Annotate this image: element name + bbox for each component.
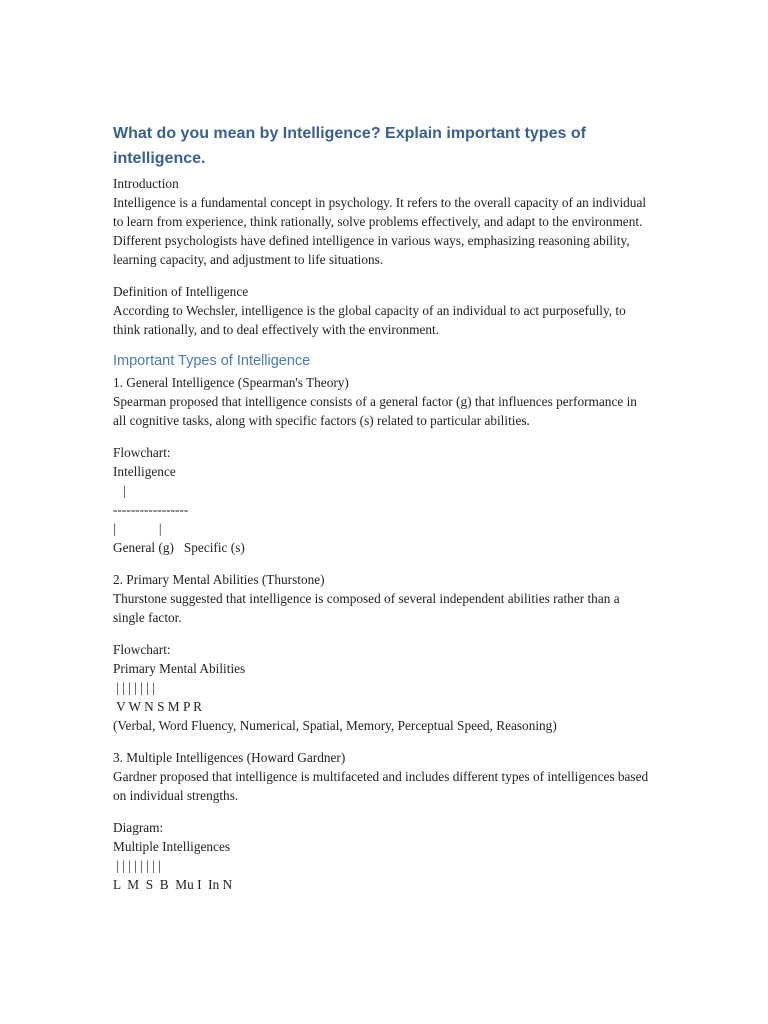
section2-flow-line: V W N S M P R (113, 699, 203, 714)
intro-paragraph: Intelligence is a fundamental concept in psychology. It refers to the overall capacity of an individual to learn from experience, think rationally, solve problems effectively, and adapt to the environment. Different psychologists have defined intelligence in various ways, emphasizing reasoning ability, learning capacity, and adjustment to life situations. (113, 195, 647, 267)
section2-flow-label: Flowchart: (113, 642, 171, 657)
section1-heading: 1. General Intelligence (Spearman's Theory) (113, 375, 349, 390)
section1-flow-line: ----------------- (113, 502, 189, 517)
section1-flow-line: General (g) Specific (s) (113, 540, 245, 555)
definition-paragraph: According to Wechsler, intelligence is the global capacity of an individual to act purposefully, to think rationally, and to deal effectively with the environment. (113, 303, 626, 337)
section3-diagram-label: Diagram: (113, 820, 164, 835)
section2-paragraph: Thurstone suggested that intelligence is composed of several independent abilities rather than a single factor. (113, 591, 620, 625)
types-heading: Important Types of Intelligence (113, 353, 311, 369)
section2-flow-line: | | | | | | | (113, 680, 155, 695)
section3-diagram-line: L M S B Mu I In N (113, 877, 233, 892)
section1-flow-label: Flowchart: (113, 445, 171, 460)
definition-heading: Definition of Intelligence (113, 284, 249, 299)
document-title: What do you mean by Intelligence? Explain important types of intelligence. (113, 125, 586, 167)
section3-diagram-line: Multiple Intelligences (113, 839, 231, 854)
section2-heading: 2. Primary Mental Abilities (Thurstone) (113, 572, 325, 587)
section3-diagram-line: | | | | | | | | (113, 858, 161, 873)
intro-heading: Introduction (113, 176, 179, 191)
document-body (113, 121, 653, 894)
section2-flow-line: (Verbal, Word Fluency, Numerical, Spatial, Memory, Perceptual Speed, Reasoning) (113, 718, 557, 733)
section1-paragraph: Spearman proposed that intelligence consists of a general factor (g) that influences performance in all cognitive tasks, along with specific factors (s) related to particular abilities. (113, 394, 637, 428)
section1-flow-line: | (113, 483, 126, 498)
section2-flow-line: Primary Mental Abilities (113, 661, 246, 676)
section1-flow-line: Intelligence (113, 464, 176, 479)
section1-flow-line: | | (113, 521, 162, 536)
section3-heading: 3. Multiple Intelligences (Howard Gardner) (113, 750, 346, 765)
section3-paragraph: Gardner proposed that intelligence is multifaceted and includes different types of intelligences based on individual strengths. (113, 769, 649, 803)
